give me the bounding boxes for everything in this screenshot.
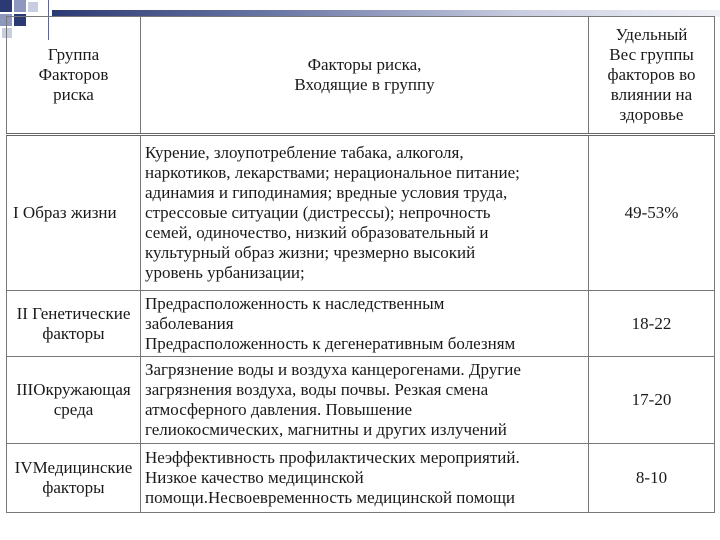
header-weight-line: здоровье xyxy=(619,105,684,124)
table-row xyxy=(7,291,715,357)
header-group-line: риска xyxy=(53,85,94,104)
factor-line: адинамия и гиподинамия; вредные условия труда, xyxy=(145,183,508,202)
factor-line: культурный образ жизни; чрезмерно высокий xyxy=(145,243,476,262)
deco-square xyxy=(0,0,12,12)
row-weight-cell: 49-53% xyxy=(589,135,715,291)
row-factors-cell xyxy=(141,444,589,513)
header-group-line: Группа xyxy=(47,45,100,64)
table-row xyxy=(7,444,715,513)
row-group-cell xyxy=(7,357,141,444)
group-line: IVМедицинские xyxy=(14,458,133,477)
factor-line: атмосферного давления. Повышение xyxy=(145,400,413,419)
header-factors-line: Входящие в группу xyxy=(294,75,435,94)
row-factors-cell xyxy=(141,135,589,291)
factor-line: заболевания xyxy=(145,313,234,333)
factor-line: стрессовые ситуации (дистрессы); непрочность xyxy=(145,203,491,222)
group-line: среда xyxy=(53,400,94,419)
factor-line: наркотиков, лекарствами; нерациональное питание; xyxy=(145,163,520,182)
row-factors-cell xyxy=(141,357,589,444)
header-weight-line: влиянии на xyxy=(610,85,693,104)
header-factors xyxy=(141,17,589,135)
table-row xyxy=(7,357,715,444)
factor-line: Неэффективность профилактических мероприятий. xyxy=(145,448,520,467)
row-group-cell xyxy=(7,291,141,357)
factor-line: Низкое качество медицинской xyxy=(145,468,364,487)
group-line: II Генетические xyxy=(16,303,131,323)
table-header-row xyxy=(7,17,715,135)
group-line: I Образ жизни xyxy=(13,203,117,222)
header-group xyxy=(7,17,141,135)
group-line: факторы xyxy=(42,478,105,497)
factor-line: Предрасположенность к наследственным xyxy=(145,293,445,313)
table-row xyxy=(7,135,715,291)
group-line: IIIОкружающая xyxy=(16,380,131,399)
factor-line: Курение, злоупотребление табака, алкоголя, xyxy=(145,143,464,162)
factor-line: загрязнения воздуха, воды почвы. Резкая смена xyxy=(145,380,489,399)
deco-square xyxy=(14,0,26,12)
header-weight-line: Удельный xyxy=(615,25,688,44)
factor-line: гелиокосмических, магнитны и других излучений xyxy=(145,420,507,439)
row-weight-cell: 17-20 xyxy=(589,357,715,444)
header-weight xyxy=(589,17,715,135)
deco-square xyxy=(28,2,38,12)
row-group-cell xyxy=(7,135,141,291)
factor-line: помощи.Несвоевременность медицинской помощи xyxy=(145,488,516,507)
row-weight-cell: 8-10 xyxy=(589,444,715,513)
header-weight-line: Вес группы xyxy=(609,45,694,64)
row-factors-cell xyxy=(141,291,589,357)
row-group-cell xyxy=(7,444,141,513)
header-group-line: Факторов xyxy=(38,65,109,84)
factor-line: уровень урбанизации; xyxy=(145,263,305,282)
risk-factors-table xyxy=(6,16,715,513)
factor-line: Загрязнение воды и воздуха канцерогенами. Другие xyxy=(145,360,521,379)
group-line: факторы xyxy=(42,323,105,343)
factor-line: Предрасположенность к дегенеративным болезням xyxy=(145,333,516,353)
header-weight-line: факторов во xyxy=(607,65,696,84)
row-weight-cell: 18-22 xyxy=(589,291,715,357)
factor-line: семей, одиночество, низкий образовательный и xyxy=(145,223,489,242)
header-factors-line: Факторы риска, xyxy=(307,55,422,74)
